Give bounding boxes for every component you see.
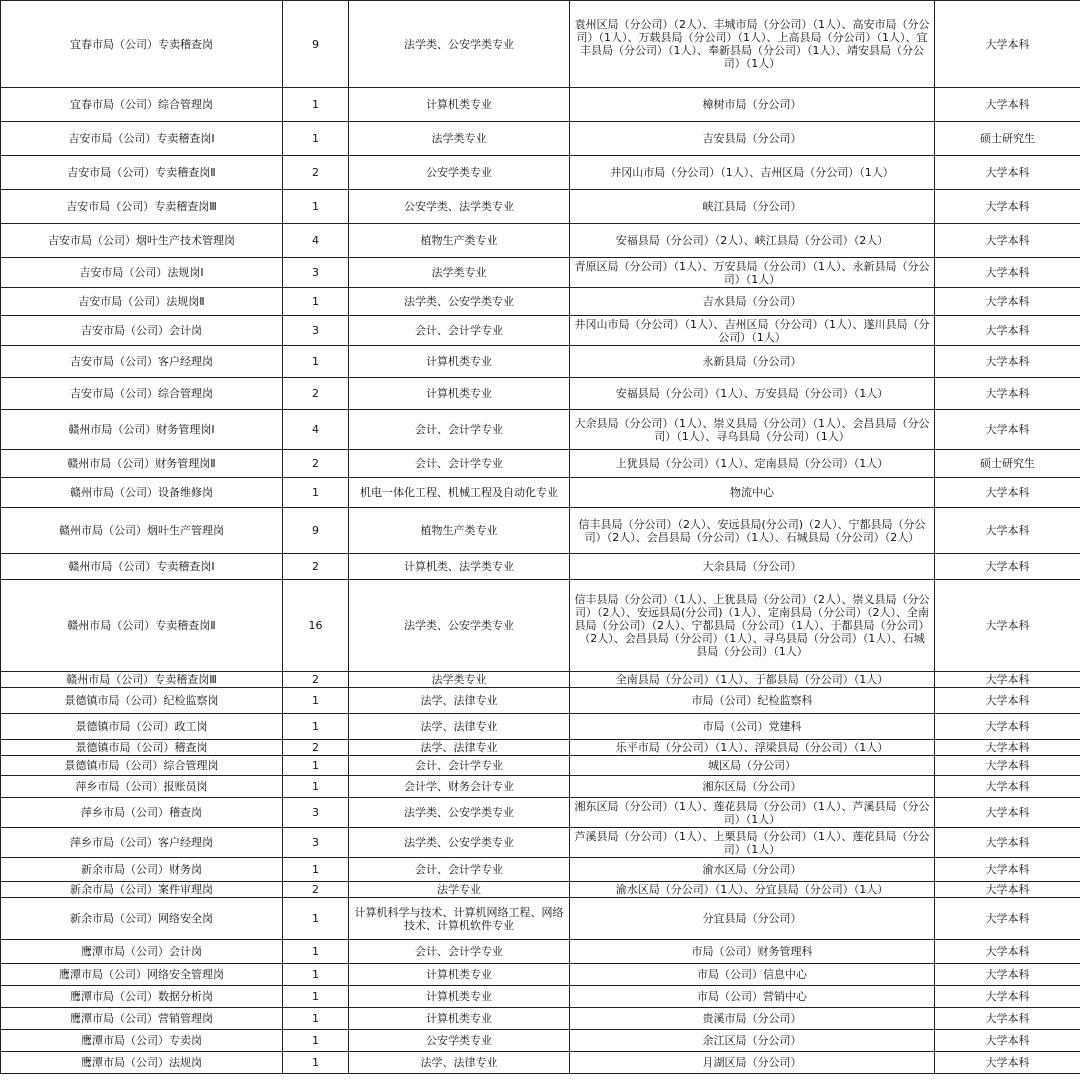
count-cell: 2 (283, 882, 349, 898)
position-cell: 吉安市局（公司）法规岗Ⅱ (1, 288, 283, 316)
position-cell: 赣州市局（公司）烟叶生产管理岗 (1, 508, 283, 554)
count-cell: 9 (283, 508, 349, 554)
major-cell: 法学、法律专业 (349, 714, 570, 740)
major-cell: 法学类专业 (349, 258, 570, 288)
education-cell: 大学本科 (935, 882, 1080, 898)
position-cell: 鹰潭市局（公司）会计岗 (1, 940, 283, 964)
major-cell: 法学、法律专业 (349, 688, 570, 714)
major-cell: 计算机类专业 (349, 378, 570, 410)
location-cell: 物流中心 (570, 478, 935, 508)
table-row (1, 378, 1080, 410)
position-cell: 新余市局（公司）网络安全岗 (1, 898, 283, 940)
location-cell: 青原区局（分公司）（1人）、万安县局（分公司）（1人）、永新县局（分公司）（1人） (570, 258, 935, 288)
table-row (1, 288, 1080, 316)
position-cell: 萍乡市局（公司）稽查岗 (1, 798, 283, 828)
major-cell: 计算机类专业 (349, 964, 570, 986)
count-cell: 1 (283, 858, 349, 882)
count-cell: 1 (283, 1008, 349, 1030)
education-cell: 大学本科 (935, 1, 1080, 88)
major-cell: 法学类、公安学类专业 (349, 288, 570, 316)
position-cell: 吉安市局（公司）烟叶生产技术管理岗 (1, 224, 283, 258)
location-cell: 月湖区局（分公司） (570, 1052, 935, 1074)
location-cell: 上犹县局（分公司）（1人）、定南县局（分公司）（1人） (570, 450, 935, 478)
count-cell: 16 (283, 580, 349, 672)
count-cell: 9 (283, 1, 349, 88)
table-row (1, 756, 1080, 776)
table-row (1, 688, 1080, 714)
count-cell: 1 (283, 1030, 349, 1052)
education-cell: 大学本科 (935, 756, 1080, 776)
position-cell: 吉安市局（公司）客户经理岗 (1, 346, 283, 378)
table-row (1, 190, 1080, 224)
table-row (1, 776, 1080, 798)
location-cell: 乐平市局（分公司）（1人）、浮梁县局（分公司）（1人） (570, 740, 935, 756)
table-row (1, 898, 1080, 940)
table-row (1, 122, 1080, 156)
major-cell: 计算机类专业 (349, 1008, 570, 1030)
major-cell: 法学专业 (349, 882, 570, 898)
position-cell: 吉安市局（公司）专卖稽查岗Ⅰ (1, 122, 283, 156)
position-cell: 宜春市局（公司）综合管理岗 (1, 88, 283, 122)
location-cell: 芦溪县局（分公司）（1人）、上栗县局（分公司）（1人）、莲花县局（分公司）（1人） (570, 828, 935, 858)
education-cell: 大学本科 (935, 672, 1080, 688)
position-cell: 吉安市局（公司）综合管理岗 (1, 378, 283, 410)
education-cell: 大学本科 (935, 688, 1080, 714)
location-cell: 樟树市局（分公司） (570, 88, 935, 122)
education-cell: 大学本科 (935, 898, 1080, 940)
education-cell: 大学本科 (935, 156, 1080, 190)
position-cell: 萍乡市局（公司）客户经理岗 (1, 828, 283, 858)
education-cell: 大学本科 (935, 346, 1080, 378)
major-cell: 植物生产类专业 (349, 224, 570, 258)
education-cell: 大学本科 (935, 798, 1080, 828)
position-cell: 赣州市局（公司）财务管理岗Ⅰ (1, 410, 283, 450)
position-cell: 鹰潭市局（公司）法规岗 (1, 1052, 283, 1074)
location-cell: 大余县局（分公司）（1人）、崇义县局（分公司）（1人）、会昌县局（分公司）（1人）、寻乌县局（分公司）（1人） (570, 410, 935, 450)
major-cell: 会计、会计学专业 (349, 410, 570, 450)
table-row (1, 478, 1080, 508)
table-row (1, 828, 1080, 858)
education-cell: 硕士研究生 (935, 450, 1080, 478)
education-cell: 大学本科 (935, 858, 1080, 882)
count-cell: 1 (283, 986, 349, 1008)
major-cell: 法学、法律专业 (349, 740, 570, 756)
education-cell: 大学本科 (935, 224, 1080, 258)
position-cell: 鹰潭市局（公司）数据分析岗 (1, 986, 283, 1008)
education-cell: 大学本科 (935, 88, 1080, 122)
location-cell: 渝水区局（分公司） (570, 858, 935, 882)
count-cell: 1 (283, 288, 349, 316)
count-cell: 4 (283, 410, 349, 450)
major-cell: 会计学、财务会计专业 (349, 776, 570, 798)
location-cell: 袁州区局（分公司）（2人）、丰城市局（分公司）（1人）、高安市局（分公司）（1人）、万载县局（分公司）（1人）、上高县局（分公司）（1人）、宜丰县局（分公司）（1人）、奉新县局（分公司）（1人）、靖安县局（分公司）（1人） (570, 1, 935, 88)
table-row (1, 1052, 1080, 1074)
table-row (1, 580, 1080, 672)
position-cell: 吉安市局（公司）会计岗 (1, 316, 283, 346)
education-cell: 大学本科 (935, 940, 1080, 964)
table-row (1, 554, 1080, 580)
table-row (1, 940, 1080, 964)
location-cell: 市局（公司）营销中心 (570, 986, 935, 1008)
table-row (1, 1008, 1080, 1030)
position-cell: 吉安市局（公司）法规岗Ⅰ (1, 258, 283, 288)
count-cell: 2 (283, 672, 349, 688)
count-cell: 3 (283, 798, 349, 828)
count-cell: 1 (283, 756, 349, 776)
major-cell: 法学类、公安学类专业 (349, 798, 570, 828)
table-row (1, 672, 1080, 688)
count-cell: 1 (283, 346, 349, 378)
education-cell: 大学本科 (935, 964, 1080, 986)
table-row (1, 1, 1080, 88)
count-cell: 2 (283, 740, 349, 756)
position-cell: 萍乡市局（公司）报账员岗 (1, 776, 283, 798)
education-cell: 大学本科 (935, 410, 1080, 450)
major-cell: 法学类、公安学类专业 (349, 580, 570, 672)
recruitment-table-body (1, 1, 1080, 1074)
location-cell: 峡江县局（分公司） (570, 190, 935, 224)
count-cell: 1 (283, 190, 349, 224)
table-row (1, 88, 1080, 122)
position-cell: 景德镇市局（公司）政工岗 (1, 714, 283, 740)
location-cell: 贵溪市局（分公司） (570, 1008, 935, 1030)
location-cell: 井冈山市局（分公司）（1人）、吉州区局（分公司）（1人） (570, 156, 935, 190)
education-cell: 大学本科 (935, 508, 1080, 554)
count-cell: 1 (283, 776, 349, 798)
major-cell: 会计、会计学专业 (349, 940, 570, 964)
table-row (1, 740, 1080, 756)
table-row (1, 224, 1080, 258)
count-cell: 2 (283, 450, 349, 478)
education-cell: 大学本科 (935, 714, 1080, 740)
education-cell: 大学本科 (935, 986, 1080, 1008)
location-cell: 余江区局（分公司） (570, 1030, 935, 1052)
position-cell: 吉安市局（公司）专卖稽查岗Ⅲ (1, 190, 283, 224)
education-cell: 大学本科 (935, 828, 1080, 858)
count-cell: 1 (283, 478, 349, 508)
count-cell: 1 (283, 964, 349, 986)
position-cell: 景德镇市局（公司）综合管理岗 (1, 756, 283, 776)
position-cell: 新余市局（公司）案件审理岗 (1, 882, 283, 898)
table-row (1, 316, 1080, 346)
table-row (1, 882, 1080, 898)
major-cell: 机电一体化工程、机械工程及自动化专业 (349, 478, 570, 508)
major-cell: 法学类、公安学类专业 (349, 828, 570, 858)
location-cell: 城区局（分公司） (570, 756, 935, 776)
major-cell: 法学类、公安学类专业 (349, 1, 570, 88)
count-cell: 4 (283, 224, 349, 258)
count-cell: 2 (283, 378, 349, 410)
table-row (1, 508, 1080, 554)
position-cell: 鹰潭市局（公司）营销管理岗 (1, 1008, 283, 1030)
major-cell: 会计、会计学专业 (349, 858, 570, 882)
major-cell: 计算机科学与技术、计算机网络工程、网络技术、计算机软件专业 (349, 898, 570, 940)
location-cell: 大余县局（分公司） (570, 554, 935, 580)
table-row (1, 964, 1080, 986)
location-cell: 市局（公司）纪检监察科 (570, 688, 935, 714)
major-cell: 计算机类、法学类专业 (349, 554, 570, 580)
table-row (1, 410, 1080, 450)
major-cell: 公安学类、法学类专业 (349, 190, 570, 224)
location-cell: 吉安县局（分公司） (570, 122, 935, 156)
count-cell: 3 (283, 828, 349, 858)
position-cell: 赣州市局（公司）专卖稽查岗Ⅲ (1, 672, 283, 688)
major-cell: 会计、会计学专业 (349, 316, 570, 346)
table-row (1, 450, 1080, 478)
count-cell: 1 (283, 122, 349, 156)
major-cell: 法学类专业 (349, 672, 570, 688)
education-cell: 大学本科 (935, 1052, 1080, 1074)
count-cell: 1 (283, 898, 349, 940)
location-cell: 渝水区局（分公司）（1人）、分宜县局（分公司）（1人） (570, 882, 935, 898)
location-cell: 吉水县局（分公司） (570, 288, 935, 316)
education-cell: 大学本科 (935, 776, 1080, 798)
location-cell: 湘东区局（分公司） (570, 776, 935, 798)
position-cell: 赣州市局（公司）设备维修岗 (1, 478, 283, 508)
major-cell: 法学、法律专业 (349, 1052, 570, 1074)
count-cell: 3 (283, 316, 349, 346)
table-row (1, 858, 1080, 882)
count-cell: 1 (283, 688, 349, 714)
major-cell: 会计、会计学专业 (349, 756, 570, 776)
major-cell: 会计、会计学专业 (349, 450, 570, 478)
education-cell: 大学本科 (935, 1030, 1080, 1052)
table-row (1, 798, 1080, 828)
location-cell: 湘东区局（分公司）（1人）、莲花县局（分公司）（1人）、芦溪县局（分公司）（1人） (570, 798, 935, 828)
position-cell: 新余市局（公司）财务岗 (1, 858, 283, 882)
position-cell: 宜春市局（公司）专卖稽查岗 (1, 1, 283, 88)
table-row (1, 714, 1080, 740)
major-cell: 计算机类专业 (349, 986, 570, 1008)
education-cell: 大学本科 (935, 258, 1080, 288)
table-row (1, 156, 1080, 190)
location-cell: 井冈山市局（分公司）（1人）、吉州区局（分公司）（1人）、遂川县局（分公司）（1人） (570, 316, 935, 346)
major-cell: 计算机类专业 (349, 88, 570, 122)
position-cell: 鹰潭市局（公司）网络安全管理岗 (1, 964, 283, 986)
major-cell: 公安学类专业 (349, 156, 570, 190)
location-cell: 市局（公司）信息中心 (570, 964, 935, 986)
count-cell: 1 (283, 88, 349, 122)
count-cell: 3 (283, 258, 349, 288)
location-cell: 永新县局（分公司） (570, 346, 935, 378)
major-cell: 计算机类专业 (349, 346, 570, 378)
position-cell: 赣州市局（公司）专卖稽查岗Ⅱ (1, 580, 283, 672)
education-cell: 大学本科 (935, 190, 1080, 224)
count-cell: 2 (283, 554, 349, 580)
location-cell: 全南县局（分公司）（1人）、于都县局（分公司）（1人） (570, 672, 935, 688)
location-cell: 分宜县局（分公司） (570, 898, 935, 940)
count-cell: 1 (283, 940, 349, 964)
table-row (1, 1030, 1080, 1052)
major-cell: 植物生产类专业 (349, 508, 570, 554)
table-row (1, 346, 1080, 378)
education-cell: 大学本科 (935, 1008, 1080, 1030)
education-cell: 大学本科 (935, 288, 1080, 316)
education-cell: 大学本科 (935, 554, 1080, 580)
location-cell: 安福县局（分公司）（1人）、万安县局（分公司）（1人） (570, 378, 935, 410)
count-cell: 1 (283, 1052, 349, 1074)
count-cell: 1 (283, 714, 349, 740)
position-cell: 景德镇市局（公司）稽查岗 (1, 740, 283, 756)
location-cell: 市局（公司）财务管理科 (570, 940, 935, 964)
location-cell: 市局（公司）党建科 (570, 714, 935, 740)
education-cell: 大学本科 (935, 316, 1080, 346)
count-cell: 2 (283, 156, 349, 190)
education-cell: 大学本科 (935, 580, 1080, 672)
education-cell: 硕士研究生 (935, 122, 1080, 156)
location-cell: 信丰县局（分公司）（2人）、安远县局(分公司)（2人）、宁都县局（分公司）（2人）、会昌县局（分公司）（1人）、石城县局（分公司）（2人） (570, 508, 935, 554)
table-row (1, 258, 1080, 288)
location-cell: 安福县局（分公司）（2人）、峡江县局（分公司）（2人） (570, 224, 935, 258)
position-cell: 赣州市局（公司）财务管理岗Ⅱ (1, 450, 283, 478)
major-cell: 法学类专业 (349, 122, 570, 156)
table-row (1, 986, 1080, 1008)
position-cell: 赣州市局（公司）专卖稽查岗Ⅰ (1, 554, 283, 580)
education-cell: 大学本科 (935, 740, 1080, 756)
education-cell: 大学本科 (935, 478, 1080, 508)
position-cell: 鹰潭市局（公司）专卖岗 (1, 1030, 283, 1052)
education-cell: 大学本科 (935, 378, 1080, 410)
position-cell: 景德镇市局（公司）纪检监察岗 (1, 688, 283, 714)
location-cell: 信丰县局（分公司）（1人）、上犹县局（分公司）（2人）、崇义县局（分公司）（2人）、安远县局(分公司)（1人）、定南县局（分公司）（2人）、全南县局（分公司）（2人）、宁都县局（分公司）（1人）、于都县局（分公司）（2人）、会昌县局（分公司）（1人）、寻乌县局（分公司）（1人）、石城县局（分公司）（1人） (570, 580, 935, 672)
position-cell: 吉安市局（公司）专卖稽查岗Ⅱ (1, 156, 283, 190)
major-cell: 公安学类专业 (349, 1030, 570, 1052)
